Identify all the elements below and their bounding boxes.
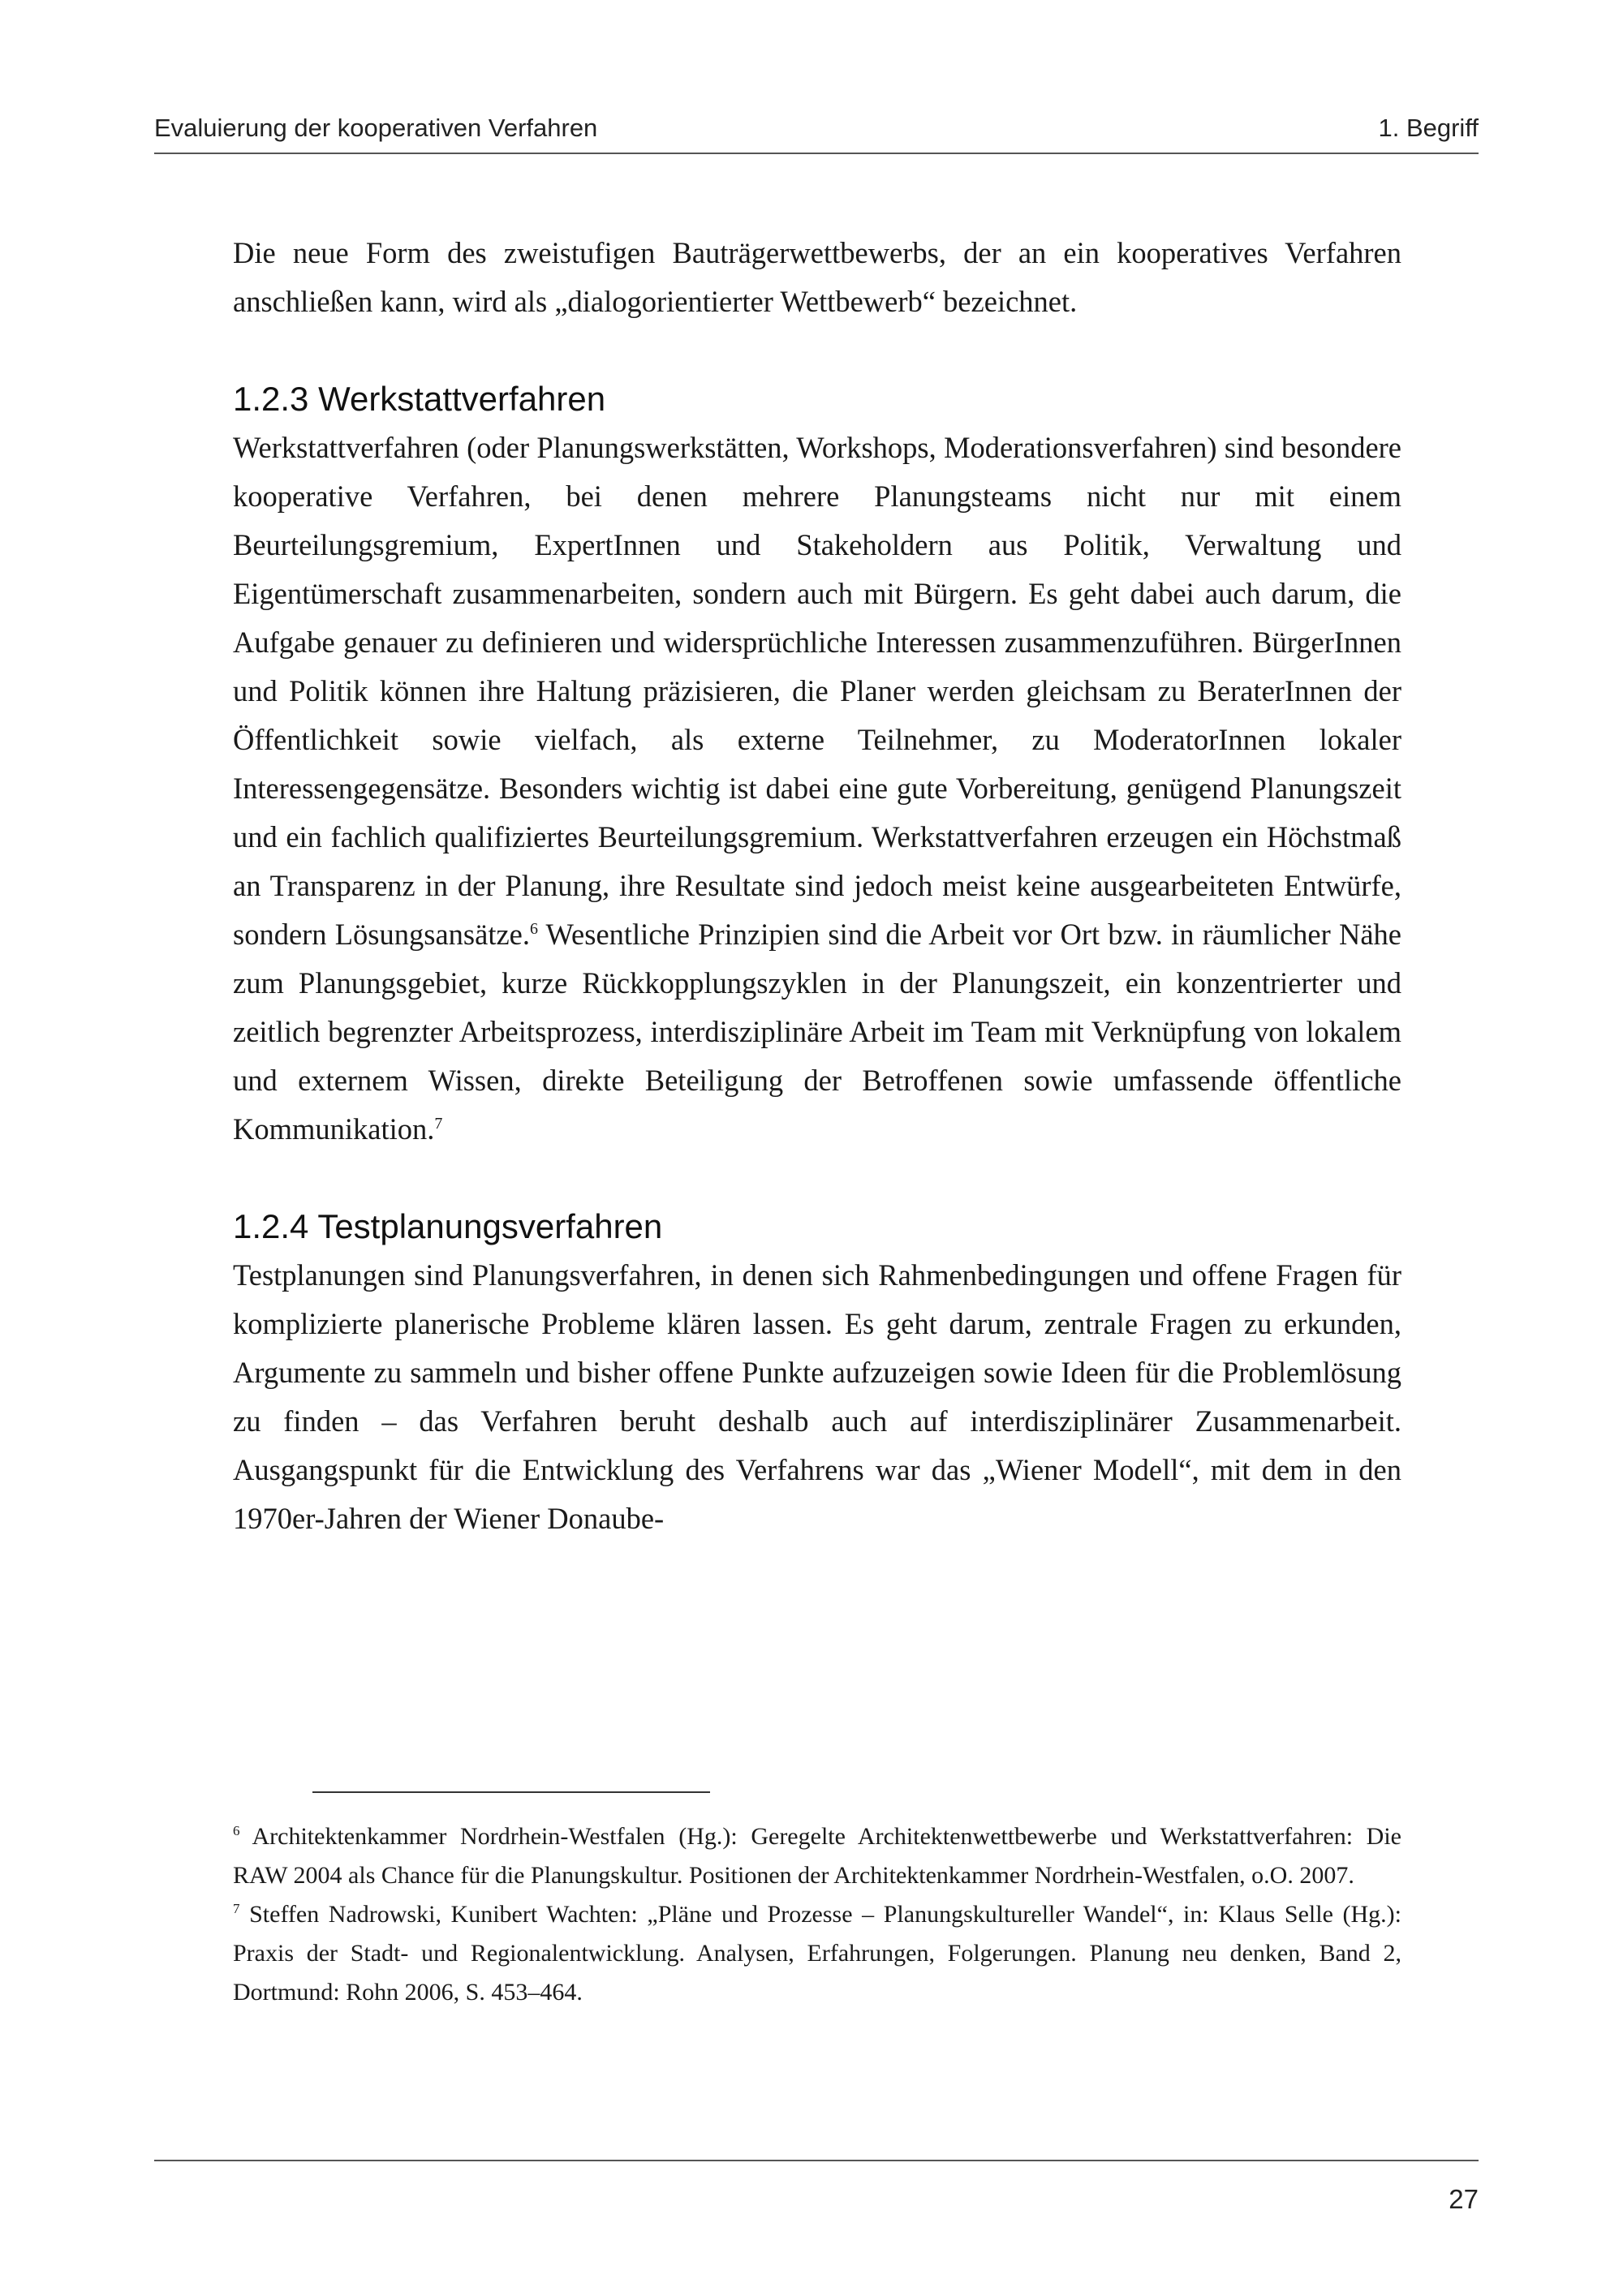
page-number: 27 [1449, 2184, 1479, 2214]
footnote-ref-7[interactable]: 7 [434, 1114, 443, 1133]
footnote-7 [233, 1895, 1401, 2012]
document-title: Evaluierung der kooperativen Verfahren [154, 114, 598, 142]
intro-paragraph: Die neue Form des zweistufigen Bauträgerwettbewerbs, der an ein kooperatives Verfahren anschließen kann, wird als „dialogorientierter Wettbewerb“ bezeichnet. [233, 236, 1401, 318]
header-rule [154, 153, 1479, 154]
footnote-ref-6[interactable]: 6 [529, 919, 538, 938]
footnote-number: 7 [233, 1901, 240, 1916]
paragraph-text: Wesentliche Prinzipien sind die Arbeit vor Ort bzw. in räumlicher Nähe zum Planungsgebiet, kurze Rückkopplungszyklen in der Planungszeit, ein konzentrierter und zeitlich begrenzter Arbeitsprozess, interdisziplinäre Arbeit im Team mit Verknüpfung von lokalem und externem Wissen, direkte Beteiligung der Betroffenen sowie umfassende öffentliche Kommunikation. [233, 918, 1401, 1146]
footnote-separator [312, 1791, 710, 1793]
footnotes [233, 1817, 1401, 2012]
footer-rule [154, 2160, 1479, 2161]
footnote-number: 6 [233, 1823, 240, 1838]
footnote-6 [233, 1817, 1401, 1895]
body-text [233, 229, 1401, 1543]
section-heading-testplanungsverfahren: 1.2.4 Testplanungsverfahren [233, 1207, 663, 1245]
section-heading-werkstattverfahren: 1.2.3 Werkstattverfahren [233, 380, 606, 418]
testplanungsverfahren-paragraph: Testplanungen sind Planungsverfahren, in denen sich Rahmenbedingungen und offene Fragen für komplizierte planerische Probleme klären lassen. Es geht darum, zentrale Fragen zu erkunden, Argumente zu sammeln und bisher offene Punkte aufzuzeigen sowie Ideen für die Problemlösung zu finden – das Verfahren beruht deshalb auch auf interdisziplinärer Zusammenarbeit. Ausgangspunkt für die Entwicklung des Verfahrens war das „Wiener Modell“, mit dem in den 1970er-Jahren der Wiener Donaube- [233, 1258, 1401, 1535]
werkstattverfahren-paragraph [233, 424, 1401, 1154]
footnote-text: Architektenkammer Nordrhein-Westfalen (Hg.): Geregelte Architektenwettbewerbe und Werkstattverfahren: Die RAW 2004 als Chance für die Planungskultur. Positionen der Architektenkammer Nordrhein-Westfalen, o.O. 2007. [233, 1823, 1401, 1889]
paragraph-text: Werkstattverfahren (oder Planungswerkstätten, Workshops, Moderationsverfahren) sind besondere kooperative Verfahren, bei denen mehrere Planungsteams nicht nur mit einem Beurteilungsgremium, ExpertInnen und Stakeholdern aus Politik, Verwaltung und Eigentümerschaft zusammenarbeiten, sondern auch mit Bürgern. Es geht dabei auch darum, die Aufgabe genauer zu definieren und widersprüchliche Interessen zusammenzuführen. BürgerInnen und Politik können ihre Haltung präzisieren, die Planer werden gleichsam zu BeraterInnen der Öffentlichkeit sowie vielfach, als externe Teilnehmer, zu ModeratorInnen lokaler Interessengegensätze. Besonders wichtig ist dabei eine gute Vorbereitung, genügend Planungszeit und ein fachlich qualifiziertes Beurteilungsgremium. Werkstattverfahren erzeugen ein Höchstmaß an Transparenz in der Planung, ihre Resultate sind jedoch meist keine ausgearbeiteten Entwürfe, sondern Lösungsansätze. [233, 431, 1401, 951]
chapter-label: 1. Begriff [1378, 114, 1479, 142]
footnote-text: Steffen Nadrowski, Kunibert Wachten: „Pläne und Prozesse – Planungskultureller Wandel“, in: Klaus Selle (Hg.): Praxis der Stadt- und Regionalentwicklung. Analysen, Erfahrungen, Folgerungen. Planung neu denken, Band 2, Dortmund: Rohn 2006, S. 453–464. [233, 1901, 1401, 2006]
